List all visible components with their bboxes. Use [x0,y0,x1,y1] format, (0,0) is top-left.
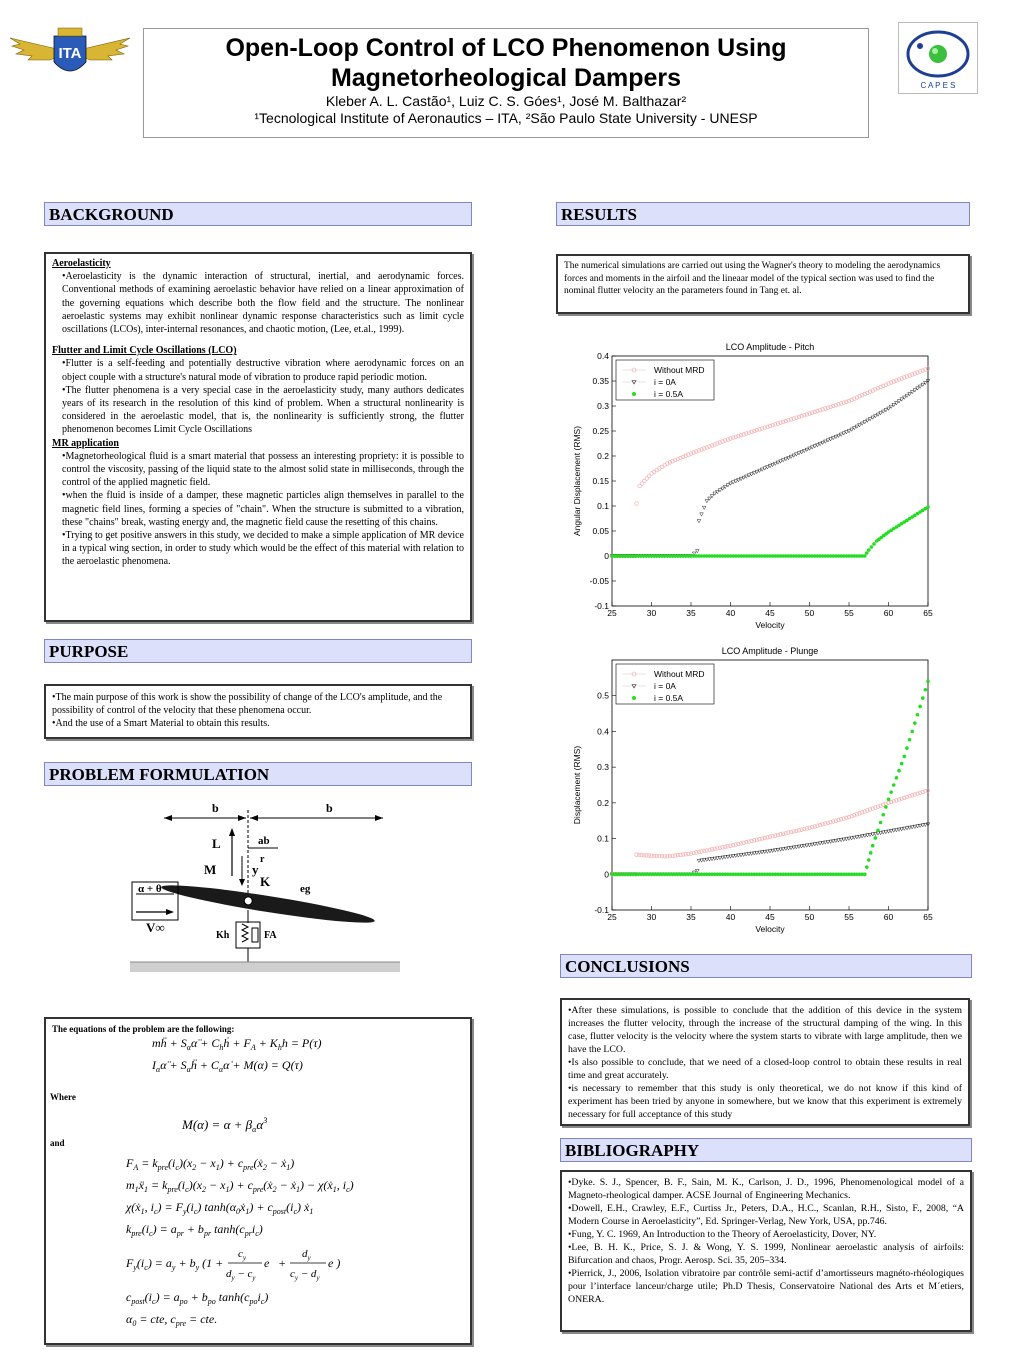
svg-text:dy: $d_y$ [302,1248,311,1262]
fig-label-b: b [212,804,219,815]
x-tick-label: 65 [923,912,933,922]
x-tick-label: 45 [765,608,775,618]
x-tick-label: 35 [686,608,696,618]
y-axis-label: Displacement (RMS) [572,745,582,825]
subheading-flutter-lco: Flutter and Limit Cycle Oscillations (LCO) [52,345,237,357]
subheading-aeroelasticity: Aeroelasticity [52,258,111,269]
chart-title: LCO Amplitude - Pitch [725,342,815,352]
x-tick-label: 60 [883,912,894,922]
svg-text:cy − dy: $c_y - d_y$ [290,1268,320,1282]
fig-label-k-alpha: K [260,874,271,889]
data-point-i-05a [876,828,880,832]
y-tick-label: 0.05 [592,526,609,536]
purpose-heading: PURPOSE [44,639,472,663]
x-tick-label: 55 [844,912,854,922]
results-box [556,254,970,314]
x-tick-label: 25 [607,608,617,618]
data-point-i-05a [916,713,920,717]
x-tick-label: 55 [844,608,854,618]
data-point-i-05a [908,738,912,742]
svg-text:α0 = cte, cpre = cte.: $\alpha_0$ = cte, $c_{pre}$ = cte. [126,1312,218,1328]
background-paragraph: • when the fluid is inside of a damper, these magnetic particles align themselves in parallel to the magnetic field lines, forming a species of "chain". When the structure is submitted to a vibration, these "chains" break, wasting energy and, the magnetic field cause the resetting of this chains. [52,489,464,529]
conclusions-paragraph: •After these simulations, is possible to conclude that the addition of this device in the system increases the flutter velocity, through the increase of the structural damping of the wing. In this case, flutter velocity is the velocity where the system starts to vibrate with large amplitude, then we have the LCO. [568,1005,962,1055]
legend-label: Without MRD [654,669,705,679]
subheading-mr-application: MR application [52,437,119,449]
svg-text:cy: $c_y$ [238,1248,246,1262]
y-tick-label: 0.35 [592,376,609,386]
x-tick-label: 40 [725,608,736,618]
fig-label-eg: eg [300,883,311,895]
title-box [143,28,869,138]
ita-logo [6,22,134,84]
data-point-i-05a [867,858,871,862]
svg-text:FA = kpre(ic)(x2 − x1) + cpre(: $F_A = k_{pre}(i_c)(x_2 - x_1)$ + $c_{pre}(ẋ_2$ − ẋ$_1$) [126,1156,295,1172]
background-paragraph: • The flutter phenomena is a very special case in the aeroelasticity study, many authors dedicates years of its research in the resolution of this kind of problem. When a structural nonlinearity is considered in the aeroelastic model, that is, the nonlinearity is sufficiently strong, the flutter phenomenon becomes Limit Cycle Oscillations [52,384,464,437]
bibliography-item: •Lee, B. H. K., Price, S. J. & Wong, Y. S. 1999, Nonlinear aeroelastic analysis of airfoils: Bifurcation and chaos, Progr. Aerosp. Sci. 35, 205–334. [568,1242,964,1266]
data-point-i-05a [884,805,888,809]
data-point-i-05a [870,545,874,549]
fig-label-alpha-theta: α + θ [138,883,162,895]
svg-text:M(α) = α + βαα3: $M(\alpha) = \alpha + \beta_\alpha\alpha^3$ [182,1116,268,1134]
conclusions-heading: CONCLUSIONS [560,954,972,978]
conclusions-paragraph: •is necessary to remember that this study is only theoretical, we do not know if this kind of experiment has been tried by anyone in somewhere, but we know that this experiment is extremely necessary for full acceptance of this study [568,1083,962,1120]
chart-title: LCO Amplitude - Plunge [721,646,819,656]
x-tick-label: 40 [725,912,736,922]
x-tick-label: 35 [686,912,696,922]
y-tick-label: -0.1 [594,905,609,915]
bibliography-item: •Dyke. S. J., Spencer, B. F., Sain, M. K., Carlson, J. D., 1996, Phenomenological model of a Magneto-rheological damper. ACSE Journal of Engineering Mechanics. [568,1177,964,1201]
background-paragraph: • Flutter is a self-feeding and potentially destructive vibration where aerodynamic forces on an object couple with a structure's natural mode of vibration to produce rapid periodic motion. [52,357,464,383]
legend-label: Without MRD [654,365,705,375]
data-point-i-05a [921,696,925,700]
svg-text:χ(ẋ1, ic) = Fy(ic) tanh(α0ẋ1): χ(ẋ$_1$, $i_c) = F_y(i_c)$ $\tanh(\alpha_0ẋ_1) + c_{post}(i_c)$ ẋ$_1$ [126,1200,314,1216]
data-point-i-05a [863,554,867,558]
background-paragraph: • Trying to get positive answers in this study, we decided to make a simple application of MR device in a typical wing section, in order to study which would be the effect of this material with relation to the aeroelastic phenomena. [52,529,464,569]
y-tick-label: 0.3 [597,762,609,773]
svg-text:Fy(ic) = ay + by (1 +: $F_y(i_c) = a_y + b_y$ (1 + [126,1256,224,1272]
x-tick-label: 65 [923,608,933,618]
data-point-i-05a [903,755,907,759]
svg-text:mḧ + Sαα̈ + Chḣ + FA + Khh = P: mḧ + $S_\alpha\alphä$ + $C_hḣ + F_A + K_hh = P(\tau)$ [152,1037,322,1052]
fig-label-r: r [260,854,265,865]
purpose-paragraph: •The main purpose of this work is show the possibility of change of the LCO's amplitude, and the possibility of control of the velocity that these phenomena occur. [52,692,443,717]
results-heading: RESULTS [556,202,970,226]
y-tick-label: 0.1 [597,501,609,511]
conclusions-paragraph: •Is also possible to conclude, that we need of a closed-loop control to obtain these results in real time and great accurately. [568,1057,962,1081]
data-point-i-05a [895,776,899,780]
data-point-i-05a [897,769,901,773]
bibliography-item: •Fung, Y. C. 1969, An Introduction to the Theory of Aeroelasticity, Dover, NY. [568,1229,877,1240]
x-tick-label: 50 [804,912,815,922]
bibliography-item: •Dowell, E.H., Crawley, E.F., Curtiss Jr., Peters, D.A., H.C., Scanlan, R.H., Sisto, F., 2008, “A Modern Course in Aeroelasticity”, Ed. Springer-Verlag, New York, USA, pp.746. [568,1203,964,1227]
y-tick-label: 0 [604,551,609,561]
conclusions-box [560,998,970,1126]
y-tick-label: 0.5 [597,690,609,701]
y-tick-label: 0.4 [597,351,609,361]
background-paragraph: • Magnetorheological fluid is a smart material that possess an interesting propriety: it is possible to control the viscosity, passing of the liquid state to the almost solid state in milliseconds, through the control of the applied magnetic field. [52,450,464,490]
title-line-2: Magnetorheological Dampers [330,64,682,92]
ita-logo-text: ITA [58,45,82,62]
x-tick-label: 30 [646,608,657,618]
data-point-i-05a [910,730,914,734]
svg-text:m1ẍ1 = kpre(ic)(x2 − x1) + cpr: $m_1ẍ_1 = k_{pre}(i_c)(x_2 - x_1)$ + $c_{pre}(ẋ_2$ − ẋ$_1$) − χ(ẋ$_1$, $i_c$) [126,1178,354,1194]
poster-title [164,33,848,93]
x-tick-label: 45 [765,912,775,922]
fig-label-M: M [204,862,217,877]
bibliography-item: •Pierrick, J., 2006, Isolation vibratoire par contrôle semi-actif d’amortisseurs magnéto-rhéologiques pour l’interface lanceur/charge utile; Ph.D Thesis, Conservatoire National des Arts et M´etiers, ONERA. [568,1268,964,1305]
svg-text:+: + [278,1256,287,1270]
data-point-i-05a [926,680,930,684]
data-point-i-05a [869,851,873,855]
y-tick-label: 0.3 [597,401,609,411]
x-tick-label: 60 [883,608,894,618]
legend-marker-i-05a [632,696,636,700]
y-axis-label: Angular Displacement (RMS) [572,425,582,537]
fig-label-ab: ab [258,835,270,847]
data-point-i-05a [863,872,867,876]
data-point-i-05a [924,688,928,692]
fig-label-kh: Kh [216,930,230,941]
data-point-i-05a [867,548,871,552]
problem-heading: PROBLEM FORMULATION [44,762,472,786]
equations-graphic [52,1037,464,1337]
legend-label: i = 0.5A [654,389,684,399]
data-point-i-05a [879,821,883,825]
data-point-i-05a [926,505,930,509]
typical-section-figure [128,804,404,976]
y-tick-label: -0.1 [594,601,609,611]
y-tick-label: 0.2 [597,797,609,808]
svg-text:cpost(ic) = apo + bpo tanh(cpo: $c_{post}(i_c) = a_{po} + b_{po}$ $\tanh(c_{po}i_c)$ [126,1290,269,1306]
bibliography-box [560,1170,972,1332]
purpose-box [44,684,472,739]
legend-label: i = 0A [654,681,676,691]
y-tick-label: 0.25 [592,426,609,436]
background-box [44,252,472,622]
x-tick-label: 25 [607,912,617,922]
equations-and-label: and [50,1138,65,1148]
bibliography-heading: BIBLIOGRAPHY [560,1138,972,1162]
y-tick-label: 0.4 [597,726,609,737]
purpose-paragraph: •And the use of a Smart Material to obtain this results. [52,718,270,730]
background-heading: BACKGROUND [44,202,472,226]
data-point-i-05a [872,542,876,546]
y-tick-label: 0 [604,869,609,880]
legend-label: i = 0.5A [654,693,684,703]
affiliation: ¹Tecnological Institute of Aeronautics – ITA, ²São Paulo State University - UNESP [254,110,758,126]
data-point-i-05a [865,551,869,555]
svg-text:kpre(ic) = apr + bpr tanh(cpri: $k_{pre}(i_c) = a_{pr} + b_{pr}$ $\tanh(c_{pr}i_c)$ [126,1222,263,1238]
data-point-i-05a [905,746,909,750]
capes-logo [898,22,978,94]
svg-text:e ): e ) [328,1256,341,1270]
svg-text:e: e [264,1256,270,1270]
data-point-i-05a [871,844,875,848]
equations-intro: The equations of the problem are the following: [52,1024,235,1034]
data-point-i-05a [887,797,891,801]
data-point-i-05a [900,762,904,766]
pitch-chart [560,338,980,638]
x-axis-label: Velocity [755,620,785,630]
y-tick-label: 0.2 [597,451,609,461]
fig-label-L: L [212,836,221,851]
legend-label: i = 0A [654,377,676,387]
data-point-i-05a [889,790,893,794]
svg-text:dy − cy: $d_y - c_y$ [226,1268,256,1282]
fig-label-y: y [252,862,259,877]
data-point-i-05a [874,836,878,840]
y-tick-label: 0.15 [592,476,609,486]
data-point-i-05a [913,721,917,725]
fig-label-v-inf: V∞ [146,920,165,935]
legend-marker-i-05a [632,392,636,396]
x-axis-label: Velocity [755,924,785,934]
fig-label-b: b [326,804,333,815]
data-point-i-05a [892,783,896,787]
data-point-i-05a [918,705,922,709]
fig-label-fa: FA [264,930,277,941]
x-tick-label: 50 [804,608,815,618]
results-paragraph: The numerical simulations are carried out using the Wagner's theory to modeling the aerodynamics forces and moments in the airfoil and the lineaar model of the typical section was used to find the nominal flutter velocity an the parameters found in Tang et. al. [564,261,941,297]
authors: Kleber A. L. Castão¹, Luiz C. S. Góes¹, José M. Balthazar² [325,93,687,109]
title-line-1: Open-Loop Control of LCO Phenomenon Using [225,34,787,62]
capes-logo-text: C A P E S [920,81,956,90]
svg-text:Iαα̈ + Sαḧ + Cαα̇ + M(α) = Q(τ: $I_\alpha\alphä$ + $S_\alpha ḧ$ + $C_\alpha\alphȧ + M(\alpha) = Q(\tau)$ [152,1058,303,1074]
plunge-chart [560,642,980,942]
y-tick-label: -0.05 [589,576,609,586]
data-point-i-05a [881,813,885,817]
x-tick-label: 30 [646,912,657,922]
equations-box [44,1017,472,1345]
background-paragraph: • Aeroelasticity is the dynamic interaction of structural, inertial, and aerodynamic forces. Conventional methods of examining aeroelastic behavior have relied on a linear approximation of the governing equations which describe both the flow field and the structure. The nonlinear aeroelastic systems may exhibit nonlinear dynamic response characteristics such as limit cycle oscillations (LCOs), inter-internal resonances, and chaotic motion, (Lee, et.al., 1999). [52,270,464,336]
equations-where-label: Where [50,1092,76,1102]
data-point-i-05a [865,865,869,869]
y-tick-label: 0.1 [597,833,609,844]
